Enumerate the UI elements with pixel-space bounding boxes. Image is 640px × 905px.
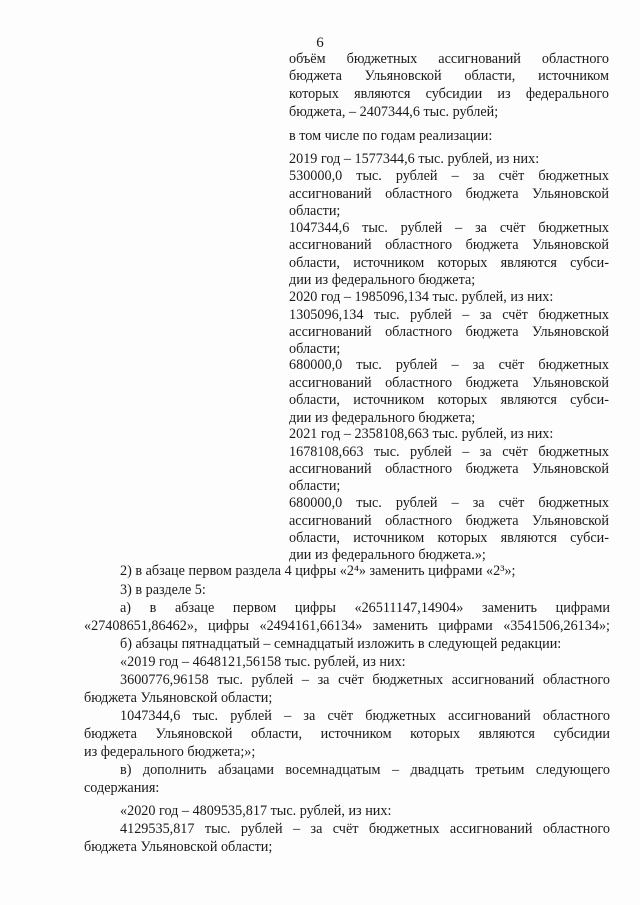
text-line: дии из федерального бюджета.»; xyxy=(289,547,486,563)
text-line: «2020 год – 4809535,817 тыс. рублей, из них: xyxy=(120,803,392,819)
text-line: которых являются субсидии из федерального xyxy=(289,86,609,102)
text-line: 2021 год – 2358108,663 тыс. рублей, из них: xyxy=(289,426,554,442)
text-line: 1047344,6 тыс. рублей – за счёт бюджетных ассигнований областного xyxy=(120,708,610,724)
text-line: 1678108,663 тыс. рублей – за счёт бюджетных xyxy=(289,444,609,460)
text-line: ассигнований областного бюджета Ульяновской xyxy=(289,324,609,340)
text-line: 2020 год – 1985096,134 тыс. рублей, из них: xyxy=(289,289,554,305)
text-line: 1305096,134 тыс. рублей – за счёт бюджетных xyxy=(289,307,609,323)
text-line: а) в абзаце первом цифры «26511147,14904» заменить цифрами xyxy=(120,600,610,616)
text-line: области, источником которых являются субси- xyxy=(289,530,609,546)
text-line: в) дополнить абзацами восемнадцатым – двадцать третьим следующего xyxy=(120,762,610,778)
text-line: области; xyxy=(289,478,341,494)
text-line: дии из федерального бюджета; xyxy=(289,410,476,426)
text-line: «27408651,86462», цифры «2494161,66134» заменить цифрами «3541506,26134»; xyxy=(84,618,610,634)
text-line: 2) в абзаце первом раздела 4 цифры «2⁴» заменить цифрами «2³»; xyxy=(120,563,516,579)
text-line: ассигнований областного бюджета Ульяновской xyxy=(289,461,609,477)
text-line: 4129535,817 тыс. рублей – за счёт бюджетных ассигнований областного xyxy=(120,821,610,837)
text-line: 1047344,6 тыс. рублей – за счёт бюджетных xyxy=(289,220,609,236)
text-line: в том числе по годам реализации: xyxy=(289,128,493,144)
text-line: содержания: xyxy=(84,780,160,796)
text-line: 2019 год – 1577344,6 тыс. рублей, из них: xyxy=(289,151,540,167)
text-line: ассигнований областного бюджета Ульяновской xyxy=(289,237,609,253)
text-line: бюджета Ульяновской области, источником xyxy=(289,68,609,84)
text-line: бюджета Ульяновской области, источником которых являются субсидии xyxy=(84,726,610,742)
text-line: бюджета Ульяновской области; xyxy=(84,690,273,706)
text-line: бюджета, – 2407344,6 тыс. рублей; xyxy=(289,104,499,120)
text-line: б) абзацы пятнадцатый – семнадцатый изложить в следующей редакции: xyxy=(120,636,562,652)
text-line: 3600776,96158 тыс. рублей – за счёт бюджетных ассигнований областного xyxy=(120,672,610,688)
text-line: «2019 год – 4648121,56158 тыс. рублей, из них: xyxy=(120,654,406,670)
text-line: области; xyxy=(289,203,341,219)
text-line: 680000,0 тыс. рублей – за счёт бюджетных xyxy=(289,357,609,373)
text-line: дии из федерального бюджета; xyxy=(289,272,476,288)
text-line: ассигнований областного бюджета Ульяновской xyxy=(289,186,609,202)
text-line: области, источником которых являются субси- xyxy=(289,255,609,271)
text-line: области, источником которых являются субси- xyxy=(289,392,609,408)
text-line: 530000,0 тыс. рублей – за счёт бюджетных xyxy=(289,168,609,184)
page-number: 6 xyxy=(316,35,324,51)
text-line: 680000,0 тыс. рублей – за счёт бюджетных xyxy=(289,495,609,511)
text-line: из федерального бюджета;»; xyxy=(84,744,256,760)
text-line: бюджета Ульяновской области; xyxy=(84,839,273,855)
text-line: области; xyxy=(289,341,341,357)
text-line: объём бюджетных ассигнований областного xyxy=(289,51,609,67)
text-line: 3) в разделе 5: xyxy=(120,582,206,598)
text-line: ассигнований областного бюджета Ульяновской xyxy=(289,375,609,391)
text-line: ассигнований областного бюджета Ульяновской xyxy=(289,513,609,529)
